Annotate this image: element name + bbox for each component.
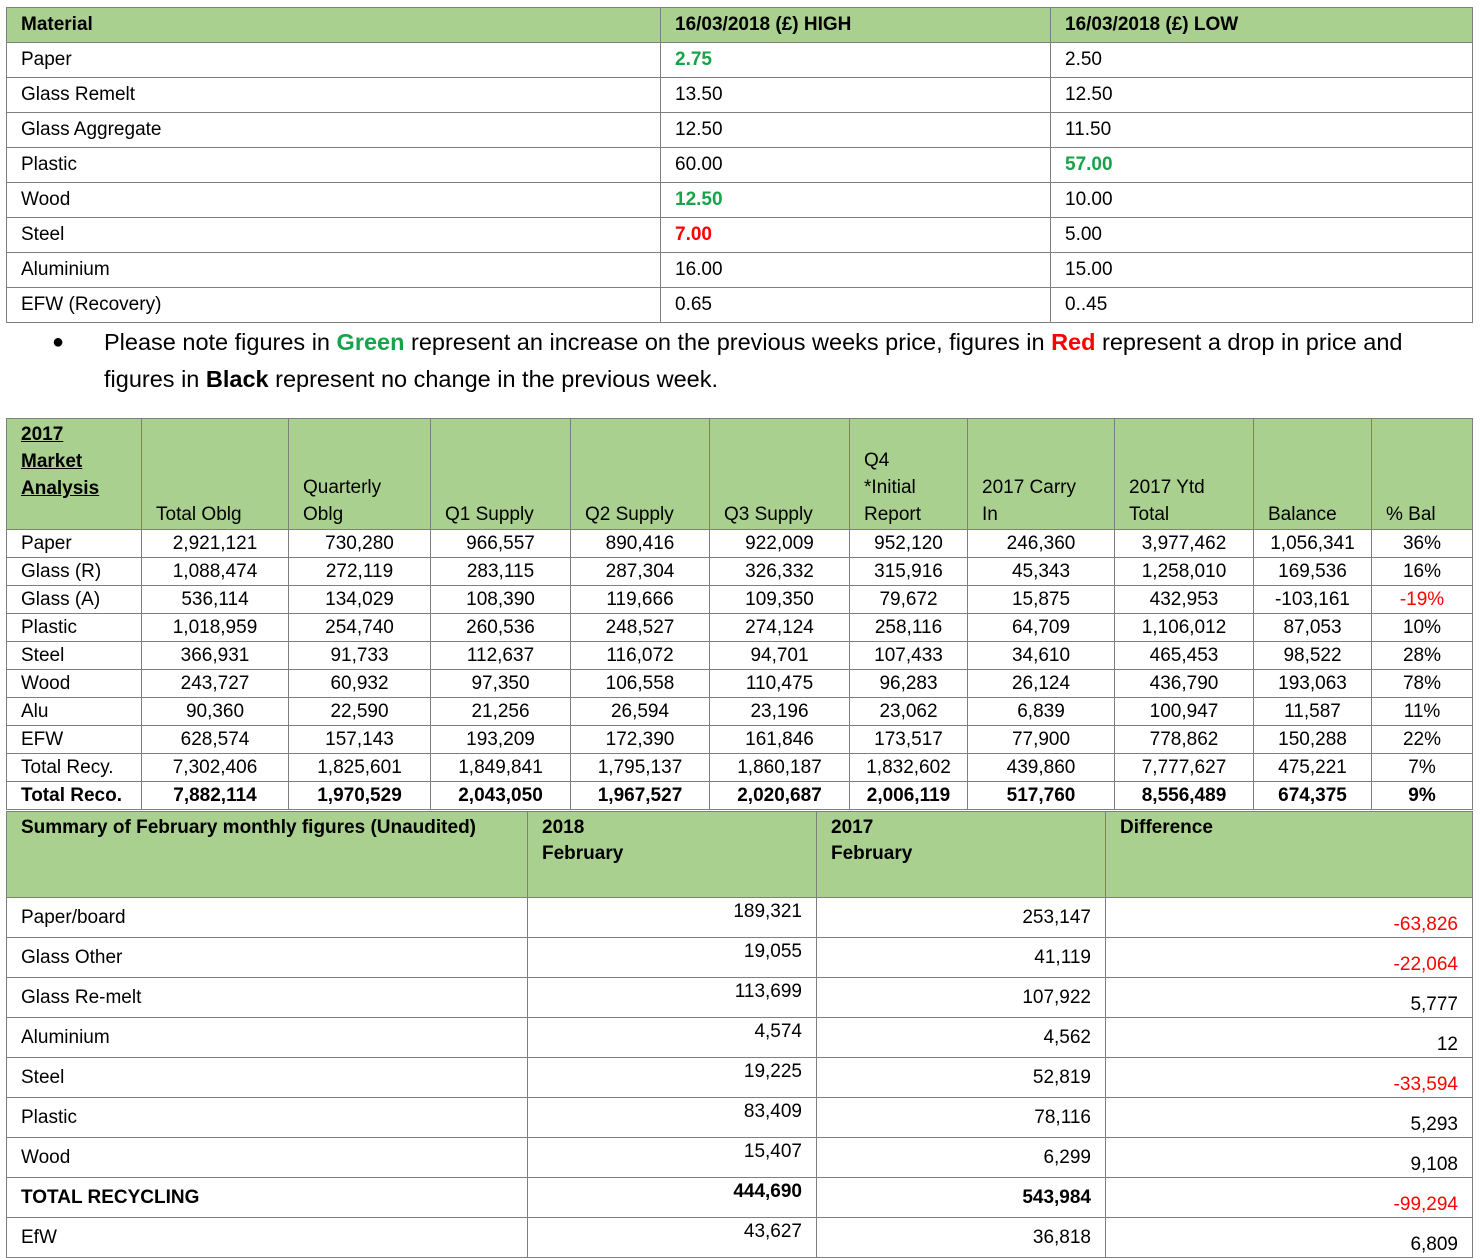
market-analysis-title: [7, 419, 142, 530]
price-row: [7, 148, 1473, 183]
market-value: 7%: [1372, 754, 1473, 782]
high-price: 13.50: [661, 78, 1051, 113]
market-value: 1,056,341: [1254, 530, 1372, 558]
summary-row: [7, 978, 1473, 1018]
market-column-header: [850, 419, 968, 530]
market-column-header: [968, 419, 1115, 530]
low-price: 2.50: [1051, 43, 1473, 78]
market-value: 77,900: [968, 726, 1115, 754]
market-value: 64,709: [968, 614, 1115, 642]
market-value: 6,839: [968, 698, 1115, 726]
price-row: [7, 78, 1473, 113]
market-value: 91,733: [289, 642, 431, 670]
market-value: 26,594: [571, 698, 710, 726]
market-header-line: 2017 Ytd: [1129, 477, 1205, 498]
market-value: 134,029: [289, 586, 431, 614]
february-summary-header-row: [7, 812, 1473, 898]
market-value: 169,536: [1254, 558, 1372, 586]
note-text: [104, 324, 1444, 398]
market-title-line: Analysis: [21, 478, 100, 499]
market-value: 16%: [1372, 558, 1473, 586]
market-row-label: Glass (A): [7, 586, 142, 614]
value-2018: 83,409: [528, 1098, 817, 1138]
market-column-header: [1372, 419, 1473, 530]
market-value: 1,967,527: [571, 782, 710, 810]
market-header-line: *Initial: [864, 477, 916, 498]
market-header-line: Q3 Supply: [724, 504, 813, 525]
market-row-label: Total Recy.: [7, 754, 142, 782]
market-value: 952,120: [850, 530, 968, 558]
market-header-line: Quarterly: [303, 477, 382, 498]
value-2018: 444,690: [528, 1178, 817, 1218]
market-row: [7, 726, 1473, 754]
value-2018: 43,627: [528, 1218, 817, 1258]
difference-value: -99,294: [1106, 1178, 1473, 1218]
price-row: [7, 253, 1473, 288]
summary-row: [7, 938, 1473, 978]
market-column-header: [710, 419, 850, 530]
market-value: 2,020,687: [710, 782, 850, 810]
market-row: [7, 670, 1473, 698]
market-value: 475,221: [1254, 754, 1372, 782]
market-value: 11,587: [1254, 698, 1372, 726]
market-row-label: Steel: [7, 642, 142, 670]
february-summary-table: [6, 811, 1473, 1258]
material-name: Glass Remelt: [7, 78, 661, 113]
low-price: 11.50: [1051, 113, 1473, 148]
market-value: 260,536: [431, 614, 571, 642]
market-value: 119,666: [571, 586, 710, 614]
market-row: [7, 698, 1473, 726]
material-name: Plastic: [7, 148, 661, 183]
market-header-line: Report: [864, 504, 922, 525]
market-value: 110,475: [710, 670, 850, 698]
market-value: 1,860,187: [710, 754, 850, 782]
summary-row-label: Wood: [7, 1138, 528, 1178]
bullet-icon: ●: [52, 331, 65, 353]
market-value: 274,124: [710, 614, 850, 642]
market-value: 28%: [1372, 642, 1473, 670]
market-value: 439,860: [968, 754, 1115, 782]
market-value: 79,672: [850, 586, 968, 614]
summary-row: [7, 1098, 1473, 1138]
market-analysis-table: [6, 418, 1473, 810]
difference-value: 5,777: [1106, 978, 1473, 1018]
difference-value: 12: [1106, 1018, 1473, 1058]
market-value: 23,196: [710, 698, 850, 726]
market-value: 173,517: [850, 726, 968, 754]
market-value: 1,825,601: [289, 754, 431, 782]
value-2017: 543,984: [817, 1178, 1106, 1218]
market-row: [7, 782, 1473, 810]
market-header-line: 2017 Carry: [982, 477, 1076, 498]
low-price: 5.00: [1051, 218, 1473, 253]
market-value: 193,209: [431, 726, 571, 754]
value-2017: 253,147: [817, 898, 1106, 938]
market-value: 22,590: [289, 698, 431, 726]
price-row: [7, 218, 1473, 253]
market-value: 315,916: [850, 558, 968, 586]
note-text-part: represent a drop in price and figures in: [104, 329, 1403, 392]
market-value: 109,350: [710, 586, 850, 614]
market-header-line: Q1 Supply: [445, 504, 534, 525]
market-row-label: EFW: [7, 726, 142, 754]
value-2017: 36,818: [817, 1218, 1106, 1258]
difference-value: -63,826: [1106, 898, 1473, 938]
low-price-header: 16/03/2018 (£) LOW: [1051, 8, 1473, 43]
market-value: 966,557: [431, 530, 571, 558]
high-price: 7.00: [661, 218, 1051, 253]
market-row: [7, 642, 1473, 670]
value-2017: 6,299: [817, 1138, 1106, 1178]
market-row-label: Total Reco.: [7, 782, 142, 810]
summary-row: [7, 1058, 1473, 1098]
market-value: 272,119: [289, 558, 431, 586]
market-value: 112,637: [431, 642, 571, 670]
market-value: 172,390: [571, 726, 710, 754]
summary-row: [7, 1018, 1473, 1058]
price-row: [7, 113, 1473, 148]
market-row-label: Glass (R): [7, 558, 142, 586]
market-value: 157,143: [289, 726, 431, 754]
market-value: 96,283: [850, 670, 968, 698]
material-prices-table: [6, 7, 1473, 323]
market-header-line: % Bal: [1386, 504, 1436, 525]
market-value: 1,088,474: [142, 558, 289, 586]
high-price: 60.00: [661, 148, 1051, 183]
market-value: 107,433: [850, 642, 968, 670]
value-2018: 189,321: [528, 898, 817, 938]
summary-row-label: TOTAL RECYCLING: [7, 1178, 528, 1218]
market-value: 1,849,841: [431, 754, 571, 782]
market-column-header: [571, 419, 710, 530]
market-value: 465,453: [1115, 642, 1254, 670]
material-name: Wood: [7, 183, 661, 218]
market-row: [7, 558, 1473, 586]
col-2018-month: February: [542, 843, 624, 864]
market-value: 100,947: [1115, 698, 1254, 726]
summary-row: [7, 1138, 1473, 1178]
value-2018: 15,407: [528, 1138, 817, 1178]
market-value: 15,875: [968, 586, 1115, 614]
material-name: Aluminium: [7, 253, 661, 288]
market-row-label: Plastic: [7, 614, 142, 642]
market-value: 21,256: [431, 698, 571, 726]
summary-row-label: Aluminium: [7, 1018, 528, 1058]
value-2018: 19,225: [528, 1058, 817, 1098]
market-value: 150,288: [1254, 726, 1372, 754]
market-value: 674,375: [1254, 782, 1372, 810]
market-value: 10%: [1372, 614, 1473, 642]
market-value: 3,977,462: [1115, 530, 1254, 558]
summary-row-label: Glass Re-melt: [7, 978, 528, 1018]
market-value: 94,701: [710, 642, 850, 670]
market-value: 1,258,010: [1115, 558, 1254, 586]
material-name: Paper: [7, 43, 661, 78]
market-column-header: [142, 419, 289, 530]
value-2018: 113,699: [528, 978, 817, 1018]
value-2018: 19,055: [528, 938, 817, 978]
value-2017: 52,819: [817, 1058, 1106, 1098]
market-row-label: Paper: [7, 530, 142, 558]
summary-row-label: Glass Other: [7, 938, 528, 978]
market-value: 366,931: [142, 642, 289, 670]
summary-row: [7, 898, 1473, 938]
summary-title: Summary of February monthly figures (Unaudited): [7, 812, 528, 898]
market-header-line: Total Oblg: [156, 504, 242, 525]
market-header-line: Oblg: [303, 504, 344, 525]
market-value: -103,161: [1254, 586, 1372, 614]
market-value: 45,343: [968, 558, 1115, 586]
market-value: 1,018,959: [142, 614, 289, 642]
market-value: 1,970,529: [289, 782, 431, 810]
market-title-line: Market: [21, 451, 83, 472]
market-row-label: Alu: [7, 698, 142, 726]
market-value: 78%: [1372, 670, 1473, 698]
market-column-header: [431, 419, 571, 530]
market-value: 254,740: [289, 614, 431, 642]
market-column-header: [1115, 419, 1254, 530]
market-value: 9%: [1372, 782, 1473, 810]
low-price: 57.00: [1051, 148, 1473, 183]
value-2017: 107,922: [817, 978, 1106, 1018]
market-value: -19%: [1372, 586, 1473, 614]
market-header-line: Q4: [864, 450, 890, 471]
market-row: [7, 754, 1473, 782]
market-value: 1,795,137: [571, 754, 710, 782]
market-value: 922,009: [710, 530, 850, 558]
market-column-header: [289, 419, 431, 530]
value-2018: 4,574: [528, 1018, 817, 1058]
market-value: 60,932: [289, 670, 431, 698]
difference-value: 6,809: [1106, 1218, 1473, 1258]
market-value: 2,043,050: [431, 782, 571, 810]
col-2018-header: [528, 812, 817, 898]
low-price: 0..45: [1051, 288, 1473, 323]
col-2017-year: 2017: [831, 817, 874, 838]
price-row: [7, 43, 1473, 78]
note-text-part: Please note figures in: [104, 329, 337, 355]
col-2017-header: [817, 812, 1106, 898]
high-price: 12.50: [661, 183, 1051, 218]
market-column-header: [1254, 419, 1372, 530]
market-value: 116,072: [571, 642, 710, 670]
high-price: 12.50: [661, 113, 1051, 148]
market-value: 536,114: [142, 586, 289, 614]
material-name: Steel: [7, 218, 661, 253]
market-value: 22%: [1372, 726, 1473, 754]
summary-row-label: EfW: [7, 1218, 528, 1258]
price-row: [7, 183, 1473, 218]
difference-value: -22,064: [1106, 938, 1473, 978]
note-black-keyword: Black: [205, 366, 269, 392]
market-value: 7,302,406: [142, 754, 289, 782]
market-value: 2,921,121: [142, 530, 289, 558]
difference-value: 5,293: [1106, 1098, 1473, 1138]
market-value: 517,760: [968, 782, 1115, 810]
market-value: 258,116: [850, 614, 968, 642]
high-price: 16.00: [661, 253, 1051, 288]
market-value: 243,727: [142, 670, 289, 698]
market-value: 7,882,114: [142, 782, 289, 810]
market-value: 890,416: [571, 530, 710, 558]
market-row-label: Wood: [7, 670, 142, 698]
market-value: 26,124: [968, 670, 1115, 698]
material-name: Glass Aggregate: [7, 113, 661, 148]
difference-value: 9,108: [1106, 1138, 1473, 1178]
market-value: 2,006,119: [850, 782, 968, 810]
material-prices-body: [7, 8, 1473, 323]
low-price: 12.50: [1051, 78, 1473, 113]
market-value: 87,053: [1254, 614, 1372, 642]
market-value: 98,522: [1254, 642, 1372, 670]
summary-row-label: Plastic: [7, 1098, 528, 1138]
low-price: 15.00: [1051, 253, 1473, 288]
value-2017: 4,562: [817, 1018, 1106, 1058]
summary-row-label: Steel: [7, 1058, 528, 1098]
market-row: [7, 530, 1473, 558]
market-value: 106,558: [571, 670, 710, 698]
value-2017: 78,116: [817, 1098, 1106, 1138]
market-value: 161,846: [710, 726, 850, 754]
note-red-keyword: Red: [1051, 329, 1096, 355]
note-green-keyword: Green: [336, 329, 405, 355]
market-value: 246,360: [968, 530, 1115, 558]
difference-value: -33,594: [1106, 1058, 1473, 1098]
market-analysis-body: [7, 419, 1473, 810]
market-header-line: Q2 Supply: [585, 504, 674, 525]
market-value: 34,610: [968, 642, 1115, 670]
market-row: [7, 614, 1473, 642]
market-header-line: In: [982, 504, 998, 525]
value-2017: 41,119: [817, 938, 1106, 978]
market-value: 108,390: [431, 586, 571, 614]
market-row: [7, 586, 1473, 614]
market-value: 436,790: [1115, 670, 1254, 698]
market-value: 248,527: [571, 614, 710, 642]
market-value: 283,115: [431, 558, 571, 586]
market-value: 8,556,489: [1115, 782, 1254, 810]
market-value: 287,304: [571, 558, 710, 586]
market-value: 1,832,602: [850, 754, 968, 782]
col-2017-month: February: [831, 843, 913, 864]
market-value: 36%: [1372, 530, 1473, 558]
difference-header: Difference: [1106, 812, 1473, 898]
market-header-line: Balance: [1268, 504, 1337, 525]
market-analysis-header-row: [7, 419, 1473, 530]
note-text-part: represent an increase on the previous weeks price, figures in: [404, 329, 1052, 355]
market-value: 326,332: [710, 558, 850, 586]
market-value: 7,777,627: [1115, 754, 1254, 782]
high-price-header: 16/03/2018 (£) HIGH: [661, 8, 1051, 43]
market-value: 730,280: [289, 530, 431, 558]
market-value: 628,574: [142, 726, 289, 754]
february-summary-body: [7, 812, 1473, 1258]
col-2018-year: 2018: [542, 817, 585, 838]
market-title-line: 2017: [21, 424, 64, 445]
low-price: 10.00: [1051, 183, 1473, 218]
market-header-line: Total: [1129, 504, 1170, 525]
market-value: 90,360: [142, 698, 289, 726]
summary-row-label: Paper/board: [7, 898, 528, 938]
market-value: 778,862: [1115, 726, 1254, 754]
market-value: 97,350: [431, 670, 571, 698]
market-value: 193,063: [1254, 670, 1372, 698]
material-name: EFW (Recovery): [7, 288, 661, 323]
market-value: 11%: [1372, 698, 1473, 726]
price-row: [7, 288, 1473, 323]
note-text-part: represent no change in the previous week.: [268, 366, 719, 392]
market-value: 23,062: [850, 698, 968, 726]
market-value: 1,106,012: [1115, 614, 1254, 642]
high-price: 0.65: [661, 288, 1051, 323]
material-header: Material: [7, 8, 661, 43]
market-value: 432,953: [1115, 586, 1254, 614]
summary-row: [7, 1178, 1473, 1218]
material-prices-header-row: [7, 8, 1473, 43]
high-price: 2.75: [661, 43, 1051, 78]
summary-row: [7, 1218, 1473, 1258]
